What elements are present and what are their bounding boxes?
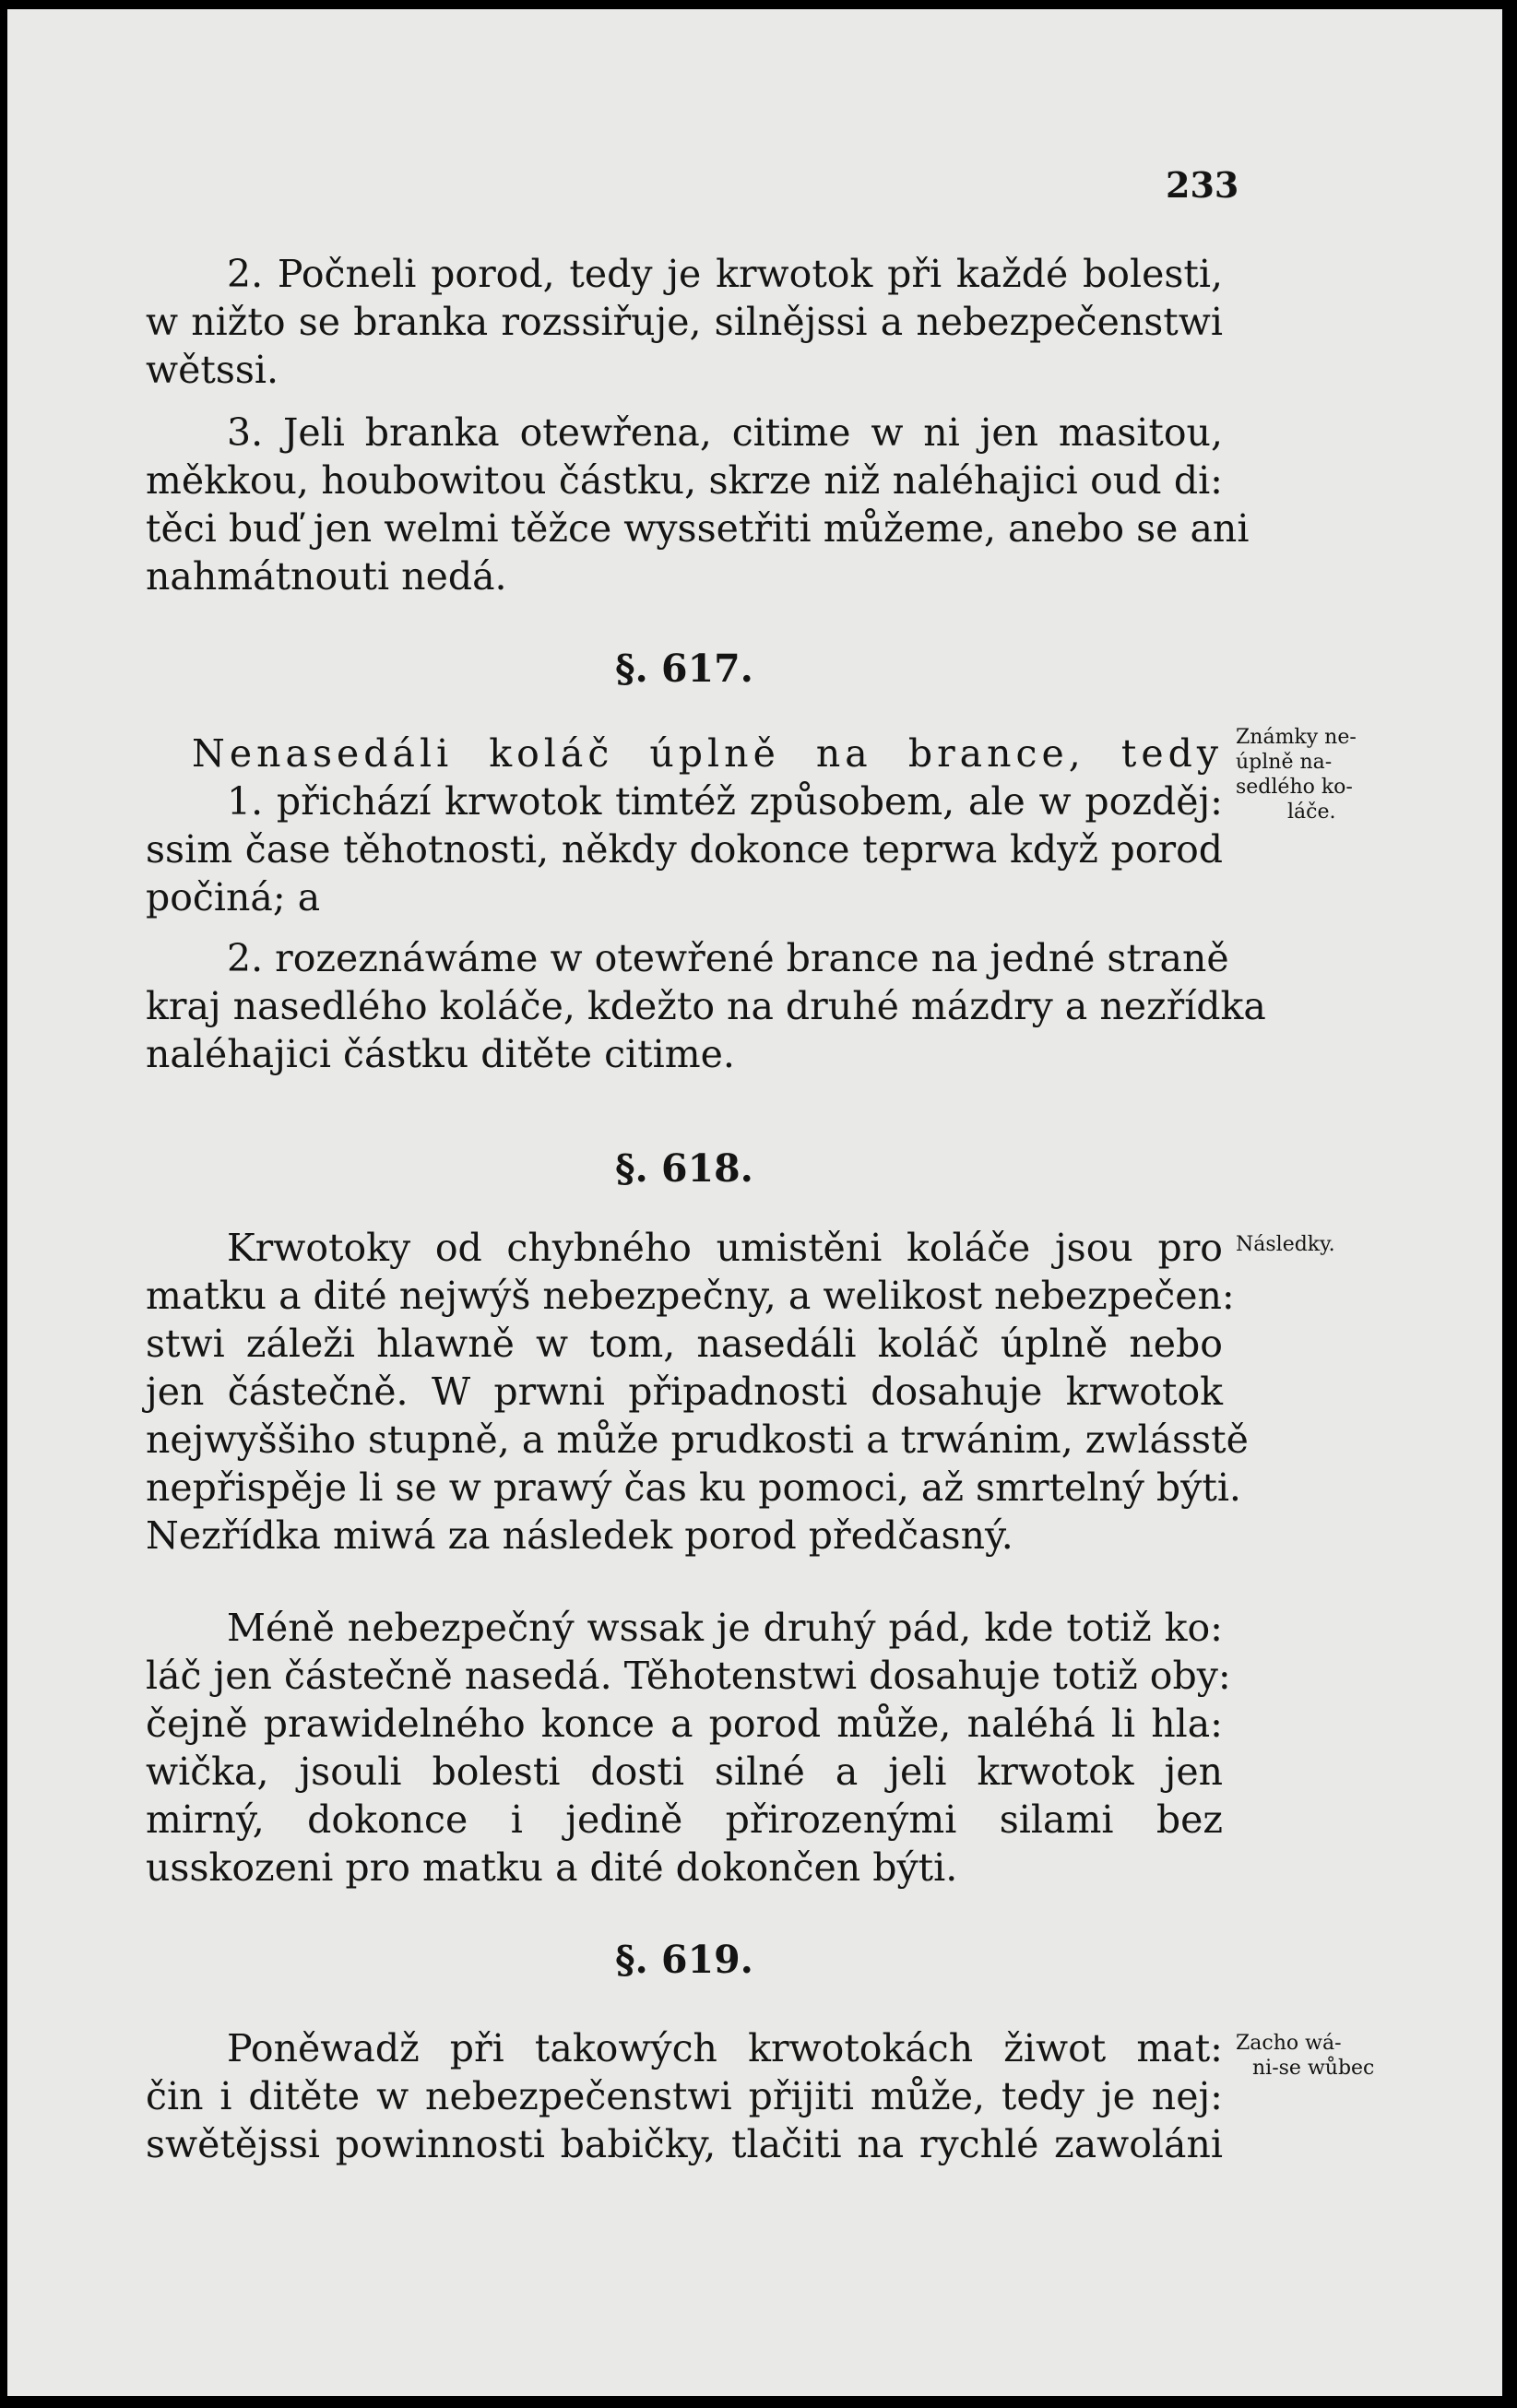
margin-note-line: ni-se wůbec bbox=[1252, 2057, 1375, 2080]
margin-note bbox=[1236, 725, 1394, 824]
margin-note-line: sedlého ko- bbox=[1236, 776, 1353, 799]
text-line: láč jen částečně nasedá. Těhotenstwi dosahuje totiž oby: bbox=[146, 1654, 1231, 1698]
text-line: ssim čase těhotnosti, někdy dokonce teprwa když porod bbox=[146, 827, 1223, 872]
section-heading: §. 618. bbox=[615, 1146, 753, 1191]
text-line: usskozeni pro matku a dité dokončen býti. bbox=[146, 1845, 958, 1890]
margin-note-line: Následky. bbox=[1236, 1233, 1335, 1256]
text-line: Nenasedáli koláč úplně na brance, tedy bbox=[192, 731, 1223, 776]
text-line: w nižto se branka rozssiřuje, silnějssi a nebezpečenstwi bbox=[146, 300, 1223, 344]
margin-note-line: Zacho wá- bbox=[1236, 2032, 1342, 2055]
margin-note bbox=[1236, 2031, 1394, 2081]
text-line: matku a dité nejwýš nebezpečny, a welikost nebezpečen: bbox=[146, 1274, 1235, 1318]
text-line: wětssi. bbox=[146, 348, 279, 392]
text-line: nahmátnouti nedá. bbox=[146, 554, 507, 599]
text-line: Nezřídka miwá za následek porod předčasný. bbox=[146, 1513, 1013, 1558]
section-heading: §. 619. bbox=[615, 1938, 753, 1982]
text-line: kraj nasedlého koláče, kdežto na druhé mázdry a nezřídka bbox=[146, 984, 1266, 1028]
text-line: Méně nebezpečný wssak je druhý pád, kde totiž ko: bbox=[227, 1606, 1223, 1650]
page-number: 233 bbox=[1166, 164, 1239, 206]
text-line: měkkou, houbowitou částku, skrze niž naléhajici oud di: bbox=[146, 458, 1223, 503]
text-line: 3. Jeli branka otewřena, citime w ni jen masitou, bbox=[227, 410, 1223, 455]
text-line: jen částečně. W prwni připadnosti dosahuje krwotok bbox=[146, 1370, 1223, 1414]
text-line: 2. rozeznáwáme w otewřené brance na jedné straně bbox=[227, 936, 1229, 980]
text-line: Krwotoky od chybného umistěni koláče jsou pro bbox=[227, 1226, 1223, 1270]
text-line: naléhajici částku ditěte citime. bbox=[146, 1032, 735, 1076]
text-line: mirný, dokonce i jedině přirozenými silami bez bbox=[146, 1797, 1223, 1842]
text-line: těci buď jen welmi těžce wyssetřiti můžeme, anebo se ani bbox=[146, 506, 1250, 551]
book-page bbox=[7, 9, 1502, 2396]
text-line: stwi záleži hlawně w tom, nasedáli koláč úplně nebo bbox=[146, 1322, 1223, 1366]
margin-note-line: Známky ne- bbox=[1236, 726, 1357, 749]
text-line: nepřispěje li se w prawý čas ku pomoci, až smrtelný býti. bbox=[146, 1465, 1241, 1510]
text-line: Poněwadž při takowých krwotokách žiwot mat: bbox=[227, 2026, 1223, 2070]
text-line: 2. Počneli porod, tedy je krwotok při každé bolesti, bbox=[227, 252, 1223, 296]
text-line: čejně prawidelného konce a porod může, naléhá li hla: bbox=[146, 1702, 1223, 1746]
text-line: swětějssi powinnosti babičky, tlačiti na rychlé zawoláni bbox=[146, 2122, 1223, 2166]
text-line: čin i ditěte w nebezpečenstwi přijiti může, tedy je nej: bbox=[146, 2074, 1223, 2118]
text-line: wička, jsouli bolesti dosti silné a jeli krwotok jen bbox=[146, 1750, 1223, 1794]
margin-note bbox=[1236, 1232, 1394, 1257]
margin-note-line: úplně na- bbox=[1236, 751, 1333, 774]
text-line: nejwyššiho stupně, a může prudkosti a trwánim, zwlásstě bbox=[146, 1418, 1249, 1462]
margin-note-line: láče. bbox=[1287, 801, 1336, 824]
text-line: 1. přichází krwotok timtéž způsobem, ale w pozděj: bbox=[227, 779, 1223, 824]
section-heading: §. 617. bbox=[615, 646, 753, 691]
text-line: počiná; a bbox=[146, 875, 321, 919]
